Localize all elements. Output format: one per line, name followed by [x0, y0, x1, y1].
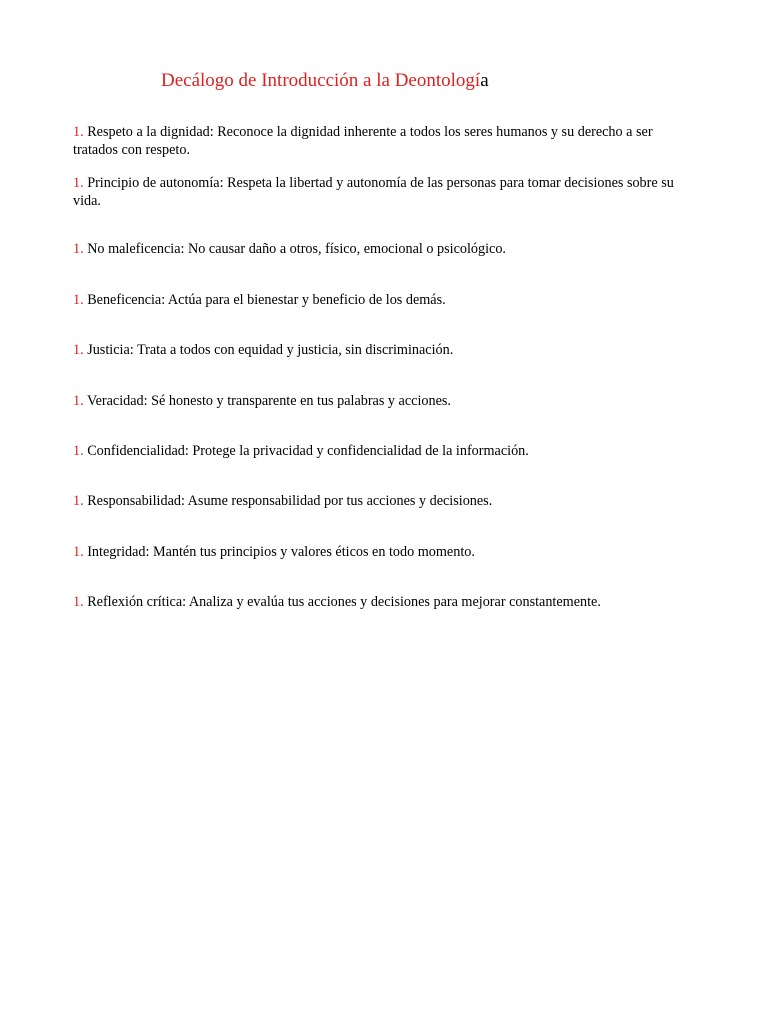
decalogue-item-2: [73, 175, 698, 210]
decalogue-item-10: [73, 594, 698, 612]
item-text: Principio de autonomía: Respeta la libertad y autonomía de las personas para tomar decisiones sobre su vida.: [73, 175, 674, 209]
item-text: Justicia: Trata a todos con equidad y justicia, sin discriminación.: [87, 342, 454, 358]
decalogue-item-1: [73, 124, 698, 159]
item-number: 1.: [73, 594, 84, 610]
document-title-main: Decálogo de Introducción a la Deontologí: [161, 70, 481, 91]
item-number: 1.: [73, 544, 84, 560]
decalogue-item-7: [73, 443, 698, 461]
document-title-last-letter: a: [480, 70, 489, 91]
item-number: 1.: [73, 493, 84, 509]
item-number: 1.: [73, 124, 84, 140]
item-text: Confidencialidad: Protege la privacidad y confidencialidad de la información.: [87, 443, 529, 459]
item-number: 1.: [73, 175, 84, 191]
item-text: Integridad: Mantén tus principios y valores éticos en todo momento.: [87, 544, 475, 560]
item-number: 1.: [73, 393, 84, 409]
item-text: Beneficencia: Actúa para el bienestar y beneficio de los demás.: [87, 292, 446, 308]
decalogue-item-5: [73, 342, 698, 360]
item-text: Veracidad: Sé honesto y transparente en tus palabras y acciones.: [86, 393, 451, 409]
decalogue-item-9: [73, 544, 698, 562]
item-number: 1.: [73, 443, 84, 459]
decalogue-item-8: [73, 493, 698, 511]
item-text: No maleficencia: No causar daño a otros, físico, emocional o psicológico.: [87, 241, 506, 257]
item-text: Reflexión crítica: Analiza y evalúa tus acciones y decisiones para mejorar constantemente.: [87, 594, 601, 610]
item-text: Responsabilidad: Asume responsabilidad por tus acciones y decisiones.: [87, 493, 493, 509]
decalogue-item-3: [73, 241, 698, 259]
item-number: 1.: [73, 241, 84, 257]
decalogue-item-6: [73, 393, 698, 411]
document-title: [161, 68, 489, 94]
decalogue-item-4: [73, 292, 698, 310]
item-number: 1.: [73, 342, 84, 358]
item-number: 1.: [73, 292, 84, 308]
item-text: Respeto a la dignidad: Reconoce la dignidad inherente a todos los seres humanos y su derecho a ser tratados con respeto.: [73, 124, 653, 158]
